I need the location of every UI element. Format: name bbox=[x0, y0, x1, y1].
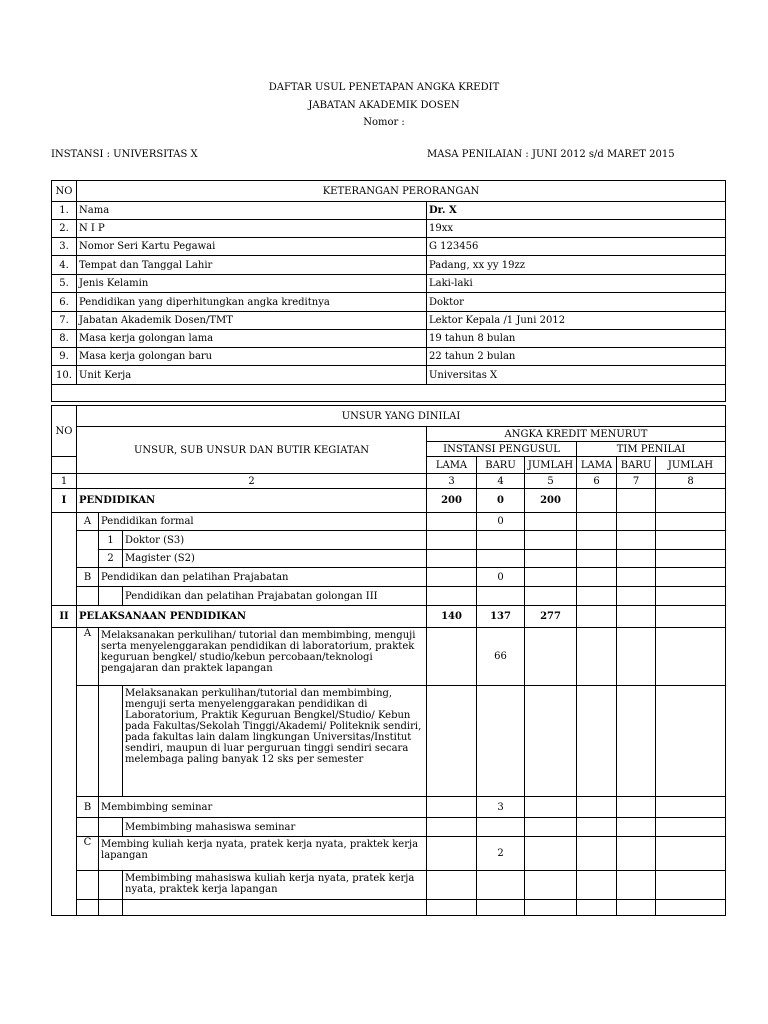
row-label: Pendidikan yang diperhitungkan angka kreditnya bbox=[77, 293, 427, 312]
row-value: 22 tahun 2 bulan bbox=[427, 348, 726, 366]
table-row bbox=[52, 587, 726, 606]
row-no: 3. bbox=[52, 238, 77, 256]
baru-value: 66 bbox=[477, 628, 525, 686]
table-row bbox=[52, 900, 726, 916]
table-row bbox=[52, 202, 726, 220]
table-row bbox=[52, 275, 726, 293]
col-baru: BARU bbox=[617, 457, 656, 474]
subsection-label: Pendidikan dan pelatihan Prajabatan bbox=[99, 568, 427, 587]
row-value: 19 tahun 8 bulan bbox=[427, 330, 726, 348]
row-label: Tempat dan Tanggal Lahir bbox=[77, 256, 427, 275]
col-number: 6 bbox=[577, 474, 617, 489]
instansi-pengusul-header: INSTANSI PENGUSUL bbox=[427, 442, 577, 457]
row-value: Laki-laki bbox=[427, 275, 726, 293]
row-value: Dr. X bbox=[427, 202, 726, 220]
col-jumlah: JUMLAH bbox=[656, 457, 726, 474]
item-label: Melaksanakan perkulihan/tutorial dan membimbing, menguji serta menyelenggarakan pendidikan di Laboratorium, Praktik Keguruan Bengkel/Studio/ Kebun pada Fakultas/Sekolah Tinggi/Akademi/ Politeknik sendiri, pada fakultas lain dalam lingkungan Universitas/Institut sendiri, maupun di luar perguruan tinggi sendiri secara melembaga paling banyak 12 sks per semester bbox=[123, 686, 427, 797]
table-row bbox=[52, 220, 726, 238]
baru-value: 0 bbox=[477, 489, 525, 513]
row-no: 10. bbox=[52, 366, 77, 385]
subsection-letter: A bbox=[77, 513, 99, 531]
row-value: Universitas X bbox=[427, 366, 726, 385]
unsur-header: UNSUR, SUB UNSUR DAN BUTIR KEGIATAN bbox=[77, 427, 427, 474]
table-row bbox=[52, 366, 726, 385]
col-number-row bbox=[52, 474, 726, 489]
row-no: 5. bbox=[52, 275, 77, 293]
row-no: 1. bbox=[52, 202, 77, 220]
col-number: 1 bbox=[52, 474, 77, 489]
baru-value: 137 bbox=[477, 606, 525, 628]
item-label: Membimbing mahasiswa seminar bbox=[123, 818, 427, 837]
item-label: Membimbing mahasiswa kuliah kerja nyata, pratek kerja nyata, praktek kerja lapangan bbox=[123, 871, 427, 900]
table-row bbox=[52, 256, 726, 275]
item-label: Doktor (S3) bbox=[123, 531, 427, 550]
item-number: 1 bbox=[99, 531, 123, 550]
row-no: 9. bbox=[52, 348, 77, 366]
section-label: PELAKSANAAN PENDIDIKAN bbox=[77, 606, 427, 628]
subsection-label: Melaksanakan perkulihan/ tutorial dan membimbing, menguji serta menyelenggarakan pendidikan di laboratorium, praktek keguruan bengkel/ studio/kebun percobaan/teknologi pengajaran dan praktek lapangan bbox=[99, 628, 427, 686]
masa-penilaian-label: MASA PENILAIAN : JUNI 2012 s/d MARET 2015 bbox=[427, 149, 675, 160]
table-row bbox=[52, 489, 726, 513]
col-number: 4 bbox=[477, 474, 525, 489]
baru-value: 2 bbox=[477, 837, 525, 871]
no-header: NO bbox=[52, 406, 77, 457]
jumlah-value: 200 bbox=[525, 489, 577, 513]
subsection-letter: B bbox=[77, 797, 99, 818]
table-row bbox=[52, 606, 726, 628]
col-jumlah: JUMLAH bbox=[525, 457, 577, 474]
col-lama: LAMA bbox=[577, 457, 617, 474]
baru-value: 0 bbox=[477, 513, 525, 531]
table-row bbox=[52, 797, 726, 818]
lama-value: 200 bbox=[427, 489, 477, 513]
table-row bbox=[52, 568, 726, 587]
row-label: Nama bbox=[77, 202, 427, 220]
personal-info-table bbox=[51, 180, 726, 402]
subsection-letter: B bbox=[77, 568, 99, 587]
row-label: Unit Kerja bbox=[77, 366, 427, 385]
tim-penilai-header: TIM PENILAI bbox=[577, 442, 726, 457]
table-row bbox=[52, 330, 726, 348]
baru-value: 0 bbox=[477, 568, 525, 587]
row-label: Nomor Seri Kartu Pegawai bbox=[77, 238, 427, 256]
item-label: Pendidikan dan pelatihan Prajabatan golongan III bbox=[123, 587, 427, 606]
subsection-letter: C bbox=[77, 837, 99, 871]
row-label: Jenis Kelamin bbox=[77, 275, 427, 293]
col-number: 3 bbox=[427, 474, 477, 489]
personal-title: KETERANGAN PERORANGAN bbox=[77, 181, 726, 202]
table-row bbox=[52, 871, 726, 900]
section-no: I bbox=[52, 489, 77, 513]
no-header: NO bbox=[52, 181, 77, 202]
section-no: II bbox=[52, 606, 77, 628]
row-no: 6. bbox=[52, 293, 77, 312]
no-header-spacer bbox=[52, 457, 77, 474]
subsection-label: Pendidikan formal bbox=[99, 513, 427, 531]
row-no: 7. bbox=[52, 312, 77, 330]
table-row bbox=[52, 686, 726, 797]
table-row bbox=[52, 550, 726, 568]
row-value: Lektor Kepala /1 Juni 2012 bbox=[427, 312, 726, 330]
jumlah-value: 277 bbox=[525, 606, 577, 628]
col-number: 2 bbox=[77, 474, 427, 489]
row-value: Doktor bbox=[427, 293, 726, 312]
row-label: Masa kerja golongan baru bbox=[77, 348, 427, 366]
table-row bbox=[52, 312, 726, 330]
subsection-label: Membing kuliah kerja nyata, pratek kerja nyata, praktek kerja lapangan bbox=[99, 837, 427, 871]
table-row bbox=[52, 293, 726, 312]
angka-kredit-header: ANGKA KREDIT MENURUT bbox=[427, 427, 726, 442]
item-label: Magister (S2) bbox=[123, 550, 427, 568]
col-lama: LAMA bbox=[427, 457, 477, 474]
spacer-cell bbox=[52, 385, 726, 402]
row-label: Masa kerja golongan lama bbox=[77, 330, 427, 348]
doc-nomor: Nomor : bbox=[363, 117, 405, 128]
doc-title-1: DAFTAR USUL PENETAPAN ANGKA KREDIT bbox=[268, 82, 500, 93]
row-label: Jabatan Akademik Dosen/TMT bbox=[77, 312, 427, 330]
subsection-letter: A bbox=[77, 628, 99, 686]
unsur-title: UNSUR YANG DINILAI bbox=[77, 406, 726, 427]
table-row bbox=[52, 531, 726, 550]
baru-value: 3 bbox=[477, 797, 525, 818]
row-value: 19xx bbox=[427, 220, 726, 238]
lama-value: 140 bbox=[427, 606, 477, 628]
subsection-label: Membimbing seminar bbox=[99, 797, 427, 818]
table-row bbox=[52, 238, 726, 256]
item-number: 2 bbox=[99, 550, 123, 568]
table-row bbox=[52, 513, 726, 531]
assessment-table bbox=[51, 405, 726, 916]
col-number: 5 bbox=[525, 474, 577, 489]
row-no: 8. bbox=[52, 330, 77, 348]
spacer-row bbox=[52, 385, 726, 402]
table-row bbox=[52, 348, 726, 366]
section-label: PENDIDIKAN bbox=[77, 489, 427, 513]
instansi-label: INSTANSI : UNIVERSITAS X bbox=[51, 149, 198, 160]
table-row bbox=[52, 837, 726, 871]
doc-title-2: JABATAN AKADEMIK DOSEN bbox=[308, 100, 460, 111]
col-number: 8 bbox=[656, 474, 726, 489]
row-value: G 123456 bbox=[427, 238, 726, 256]
table-row bbox=[52, 818, 726, 837]
row-no: 4. bbox=[52, 256, 77, 275]
col-number: 7 bbox=[617, 474, 656, 489]
col-baru: BARU bbox=[477, 457, 525, 474]
row-label: N I P bbox=[77, 220, 427, 238]
row-no: 2. bbox=[52, 220, 77, 238]
row-value: Padang, xx yy 19zz bbox=[427, 256, 726, 275]
table-row bbox=[52, 628, 726, 686]
